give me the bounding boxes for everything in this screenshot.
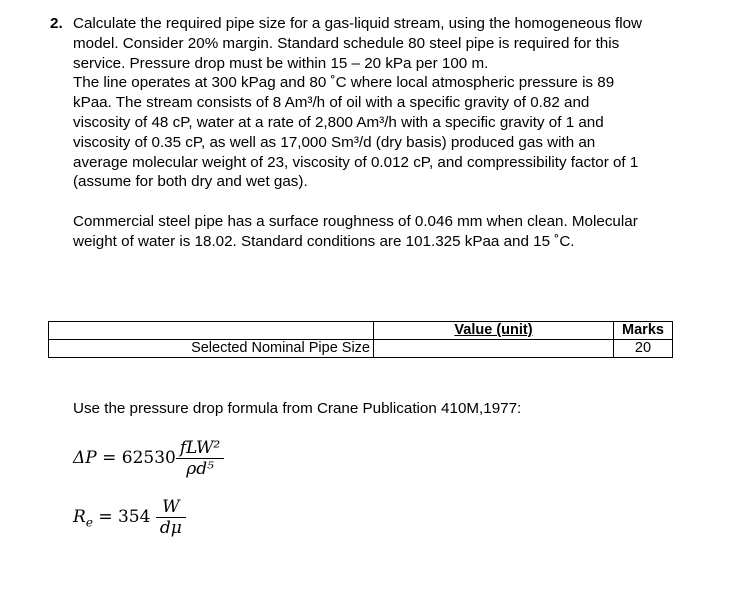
- eq2-equals: = 354: [98, 507, 151, 527]
- eq1-numerator: fLW²: [176, 438, 224, 459]
- eq2-lhs-subscript: e: [85, 515, 93, 530]
- question-line: model. Consider 20% margin. Standard schedule 80 steel pipe is required for this: [73, 34, 620, 52]
- eq1-lhs: ΔP: [73, 448, 97, 468]
- eq2-lhs: R: [73, 507, 86, 527]
- question-text: [73, 14, 683, 252]
- table-header-row: [49, 322, 673, 340]
- question-number: 2.: [50, 15, 63, 32]
- row-marks: 20: [614, 340, 673, 358]
- question-line: viscosity of 0.35 cP, as well as 17,000 Sm³/d (dry basis) produced gas with an: [73, 133, 596, 151]
- question-line: average molecular weight of 23, viscosity of 0.012 cP, and compressibility factor of 1: [73, 153, 639, 171]
- header-empty-cell: [49, 322, 374, 340]
- eq1-fraction: [176, 438, 224, 479]
- question-line: Commercial steel pipe has a surface roughness of 0.046 mm when clean. Molecular: [73, 212, 638, 230]
- eq1-denominator: ρd⁵: [186, 459, 214, 479]
- question-line: viscosity of 48 cP, water at a rate of 2,800 Am³/h with a specific gravity of 1 and: [73, 113, 604, 131]
- reynolds-equation: [73, 497, 186, 538]
- question-line: kPaa. The stream consists of 8 Am³/h of oil with a specific gravity of 0.82 and: [73, 94, 590, 112]
- question-line: service. Pressure drop must be within 15 – 20 kPa per 100 m.: [73, 54, 489, 72]
- question-line: Calculate the required pipe size for a gas-liquid stream, using the homogeneous flow: [73, 15, 643, 32]
- table-row: [49, 340, 673, 358]
- answer-value-cell[interactable]: [374, 340, 614, 358]
- row-label: Selected Nominal Pipe Size: [49, 340, 374, 358]
- eq2-denominator: dμ: [159, 518, 182, 538]
- eq2-numerator: W: [156, 497, 186, 518]
- question-line: (assume for both dry and wet gas).: [73, 173, 308, 191]
- answer-table: [48, 321, 673, 358]
- question-line: weight of water is 18.02. Standard conditions are 101.325 kPaa and 15 ˚C.: [73, 232, 575, 250]
- eq1-equals: = 62530: [102, 448, 176, 468]
- question-line: The line operates at 300 kPag and 80 ˚C where local atmospheric pressure is 89: [73, 74, 615, 92]
- pressure-drop-equation: [73, 438, 224, 479]
- header-marks: Marks: [614, 322, 673, 340]
- formula-intro: Use the pressure drop formula from Crane Publication 410M,1977:: [73, 400, 522, 417]
- eq2-fraction: [156, 497, 186, 538]
- header-value: Value (unit): [454, 322, 533, 338]
